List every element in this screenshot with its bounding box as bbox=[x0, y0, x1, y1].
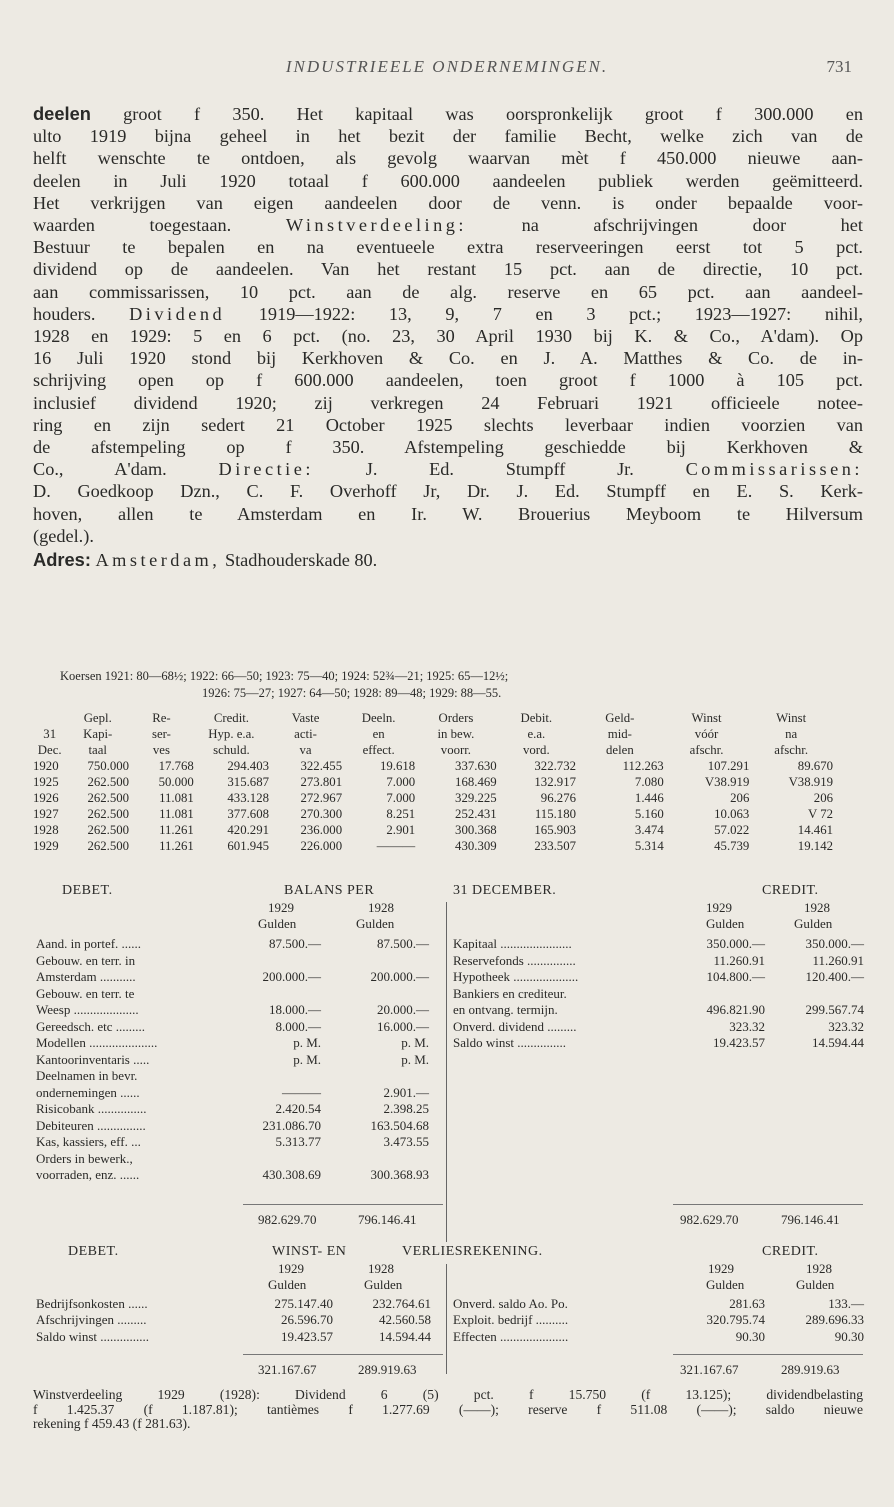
fin-header-cell: taal bbox=[88, 743, 107, 757]
pl-total-left-1928: 289.919.63 bbox=[358, 1362, 417, 1377]
year-header: 1929 bbox=[268, 900, 294, 915]
keyword-winstverdeeling: Winstverdeeling: bbox=[285, 215, 467, 236]
year-header: 1928 bbox=[368, 900, 394, 915]
line-item-label: Kas, kassiers, eff. ... bbox=[36, 1134, 141, 1149]
balance-debet-label: DEBET. bbox=[62, 883, 113, 898]
table-cell: 1920 bbox=[33, 759, 59, 773]
table-cell: 233.507 bbox=[534, 839, 576, 853]
fin-header-cell: voorr. bbox=[440, 743, 472, 757]
line-item-label: Saldo winst ............... bbox=[36, 1328, 150, 1344]
table-row bbox=[33, 838, 833, 854]
fin-header-cell: delen bbox=[606, 743, 634, 757]
fin-header-cell: na bbox=[785, 727, 798, 741]
fin-header-cell: afschr. bbox=[774, 743, 809, 757]
table-cell: 1.446 bbox=[634, 791, 664, 805]
line-item-value: 430.308.69 bbox=[262, 1167, 321, 1182]
fin-header-cell: schuld. bbox=[213, 743, 250, 757]
prose-line: dividend op de aandeelen. Van het restant 15 pct. aan de directie, 10 pct. bbox=[33, 259, 863, 280]
prose-line: ulto 1919 bijna geheel in het bezit der familie Becht, welke zich van de bbox=[33, 126, 863, 147]
line-item-label: Aand. in portef. ...... bbox=[36, 936, 142, 951]
prose-line: ring en zijn sedert 21 October 1925 slechts leverbaar indien voorzien van bbox=[33, 414, 863, 435]
table-row bbox=[33, 758, 833, 774]
line-item-value: 200.000.— bbox=[370, 969, 429, 984]
table-cell: 322.455 bbox=[300, 759, 343, 773]
line-item-value: 11.260.91 bbox=[812, 952, 864, 968]
koersen-line-2: 1926: 75—27; 1927: 64—50; 1928: 89—48; 1929: 88—55. bbox=[202, 686, 502, 700]
table-cell: 112.263 bbox=[622, 759, 664, 773]
line-item-value: 18.000.— bbox=[269, 1002, 321, 1017]
pl-divider bbox=[446, 1264, 447, 1374]
pl-credit-label: CREDIT. bbox=[762, 1244, 819, 1259]
table-row bbox=[33, 822, 833, 838]
unit-header: Gulden bbox=[796, 1277, 835, 1292]
line-item-label: Onverd. dividend ......... bbox=[453, 1018, 577, 1034]
line-item-value: 26.596.70 bbox=[281, 1312, 333, 1328]
address-line bbox=[33, 549, 863, 571]
footer-line: rekening f 459.43 (f 281.63). bbox=[33, 1417, 191, 1432]
table-cell: 270.300 bbox=[300, 807, 343, 821]
line-item-value: 87.500.— bbox=[377, 936, 429, 951]
year-header: 1928 bbox=[804, 900, 830, 915]
pl-total-right-1929: 321.167.67 bbox=[680, 1362, 739, 1377]
table-cell: 1929 bbox=[33, 839, 59, 853]
line-item-label: Afschrijvingen ......... bbox=[36, 1312, 147, 1328]
prose-line: helft wenschte te ontdoen, als gevolg waarvan mèt f 450.000 nieuwe aan- bbox=[33, 148, 863, 169]
line-item-value: 133.— bbox=[828, 1296, 864, 1311]
line-item-value: 90.30 bbox=[834, 1328, 864, 1344]
line-item-value: 231.086.70 bbox=[262, 1117, 321, 1133]
line-item-value: 299.567.74 bbox=[805, 1002, 864, 1017]
line-item-label: Onverd. saldo Ao. Po. bbox=[453, 1296, 568, 1311]
table-cell: 206 bbox=[730, 791, 750, 805]
line-item-label: Saldo winst ............... bbox=[453, 1035, 567, 1050]
prose-line: D. Goedkoop Dzn., C. F. Overhoff Jr, Dr. J. Ed. Stumpff en E. S. Kerk- bbox=[33, 481, 863, 502]
table-cell: V 72 bbox=[807, 807, 833, 821]
balance-sheet bbox=[0, 880, 894, 1260]
line-item-value: 19.423.57 bbox=[713, 1035, 765, 1050]
line-item-label: Amsterdam ........... bbox=[36, 969, 136, 984]
keyword-commissarissen: Commissarissen: bbox=[685, 459, 863, 480]
unit-header: Gulden bbox=[706, 916, 745, 931]
fin-header-cell: Gepl. bbox=[83, 711, 112, 725]
fin-header-cell: in bew. bbox=[437, 727, 475, 741]
table-cell: 11.261 bbox=[159, 823, 194, 837]
fin-header-cell: Hyp. e.a. bbox=[208, 727, 255, 741]
line-item-label: Reservefonds ............... bbox=[453, 952, 576, 968]
fin-header-cell: Re- bbox=[152, 711, 171, 725]
prose-line: schrijving open op f 600.000 aandeelen, toen groot f 1000 à 105 pct. bbox=[33, 370, 863, 391]
keyword-dividend: Dividend bbox=[129, 303, 226, 324]
year-header: 1929 bbox=[278, 1261, 304, 1276]
line-item-value: 20.000.— bbox=[377, 1002, 429, 1017]
line-item-value: p. M. bbox=[293, 1051, 321, 1067]
table-cell: 1926 bbox=[33, 791, 59, 805]
fin-header-cell: effect. bbox=[362, 743, 395, 757]
fin-header-cell: Orders bbox=[438, 711, 474, 725]
table-cell: 1928 bbox=[33, 823, 59, 837]
table-cell: 19.618 bbox=[379, 759, 416, 773]
table-cell: 315.687 bbox=[227, 775, 269, 789]
fin-header-cell: ves bbox=[152, 743, 170, 757]
unit-header: Gulden bbox=[706, 1277, 745, 1292]
table-cell: 329.225 bbox=[455, 791, 497, 805]
line-item-label: Bankiers en crediteur. bbox=[453, 985, 567, 1001]
table-cell: 262.500 bbox=[87, 823, 130, 837]
year-header: 1928 bbox=[368, 1261, 394, 1276]
page-title: INDUSTRIEELE ONDERNEMINGEN. bbox=[285, 57, 609, 76]
line-item-value: 2.420.54 bbox=[275, 1101, 321, 1116]
table-cell: 115.180 bbox=[534, 807, 576, 821]
line-item-label: voorraden, enz. ...... bbox=[36, 1167, 140, 1182]
table-cell: V38.919 bbox=[704, 775, 750, 789]
line-item-value: p. M. bbox=[401, 1035, 429, 1050]
fin-header-row bbox=[33, 726, 833, 742]
table-cell: 273.801 bbox=[300, 775, 343, 789]
fin-header-cell: va bbox=[299, 743, 312, 757]
line-item-value: 300.368.93 bbox=[370, 1167, 429, 1182]
table-cell: 14.461 bbox=[797, 823, 833, 837]
table-cell: 5.314 bbox=[634, 839, 664, 853]
table-cell: 7.000 bbox=[386, 775, 416, 789]
table-cell: 17.768 bbox=[158, 759, 194, 773]
line-item-value: 323.32 bbox=[828, 1018, 864, 1034]
table-cell: 262.500 bbox=[87, 839, 130, 853]
fin-header-row bbox=[33, 710, 833, 726]
line-item-value: ——— bbox=[282, 1084, 321, 1100]
table-cell: 96.276 bbox=[540, 791, 576, 805]
table-cell: 750.000 bbox=[87, 759, 130, 773]
table-cell: 272.967 bbox=[300, 791, 343, 805]
pl-title-b: VERLIESREKENING. bbox=[402, 1244, 543, 1259]
pl-total-right-1928: 289.919.63 bbox=[781, 1362, 840, 1377]
line-item-label: Gereedsch. etc ......... bbox=[36, 1018, 146, 1034]
fin-header-cell: Deeln. bbox=[361, 711, 396, 725]
unit-header: Gulden bbox=[794, 916, 833, 931]
keyword-directie: Directie: bbox=[218, 459, 314, 480]
koersen-line-1: Koersen 1921: 80—68½; 1922: 66—50; 1923: 75—40; 1924: 52¾—21; 1925: 65—12½; bbox=[60, 669, 509, 683]
unit-header: Gulden bbox=[258, 916, 297, 931]
line-item-value: 232.764.61 bbox=[372, 1296, 431, 1311]
table-cell: 165.903 bbox=[534, 823, 576, 837]
company-description bbox=[33, 103, 863, 571]
fin-header-cell: afschr. bbox=[689, 743, 724, 757]
line-item-value: 320.795.74 bbox=[706, 1312, 765, 1328]
table-cell: 262.500 bbox=[87, 791, 130, 805]
table-cell: 601.945 bbox=[227, 839, 269, 853]
fin-header-cell: Dec. bbox=[37, 743, 62, 757]
balance-total-right-1928: 796.146.41 bbox=[781, 1212, 840, 1227]
line-item-value: 120.400.— bbox=[805, 969, 864, 984]
table-cell: 236.000 bbox=[300, 823, 343, 837]
year-header: 1929 bbox=[706, 900, 732, 915]
balance-divider bbox=[446, 902, 447, 1242]
prose-line: deelen in Juli 1920 totaal f 600.000 aandeelen publiek werden geëmitteerd. bbox=[33, 170, 863, 191]
line-item-value: 87.500.— bbox=[269, 936, 321, 951]
balance-total-right-1929: 982.629.70 bbox=[680, 1212, 739, 1227]
total-rule bbox=[673, 1204, 863, 1205]
line-item-label: Modellen ..................... bbox=[36, 1035, 158, 1050]
total-rule bbox=[673, 1354, 863, 1355]
table-cell: 168.469 bbox=[455, 775, 497, 789]
table-cell: 11.081 bbox=[159, 791, 194, 805]
prose-line: 16 Juli 1920 stond bij Kerkhoven & Co. en J. A. Matthes & Co. de in- bbox=[33, 348, 863, 369]
address-street: Stadhouderskade 80. bbox=[224, 550, 378, 571]
fin-header-cell: vóór bbox=[694, 727, 719, 741]
prose-line: Co., A'dam. Directie: J. Ed. Stumpff Jr. Commissarissen: bbox=[33, 459, 863, 480]
table-cell: 1927 bbox=[33, 807, 59, 821]
line-item-label: Hypotheek .................... bbox=[453, 969, 579, 984]
fin-header-cell: Debit. bbox=[520, 711, 553, 725]
line-item-value: 5.313.77 bbox=[275, 1134, 321, 1149]
table-row bbox=[33, 774, 833, 790]
table-cell: V38.919 bbox=[788, 775, 833, 789]
prose-line: Het verkrijgen van eigen aandeelen door de venn. is onder bepaalde voor- bbox=[33, 192, 863, 213]
fin-header-cell: Credit. bbox=[213, 711, 249, 725]
share-prices bbox=[60, 668, 860, 702]
fin-header-cell: Geld- bbox=[605, 711, 635, 725]
fin-header-cell: ser- bbox=[151, 727, 171, 741]
table-cell: 262.500 bbox=[87, 775, 130, 789]
unit-header: Gulden bbox=[356, 916, 395, 931]
table-row bbox=[33, 790, 833, 806]
table-cell: 89.670 bbox=[797, 759, 833, 773]
table-cell: 2.901 bbox=[386, 823, 416, 837]
line-item-value: 281.63 bbox=[729, 1296, 765, 1311]
line-item-label: Debiteuren ............... bbox=[36, 1117, 146, 1133]
table-cell: 3.474 bbox=[634, 823, 664, 837]
table-cell: 45.739 bbox=[714, 839, 750, 853]
line-item-value: 350.000.— bbox=[706, 936, 765, 951]
table-cell: 107.291 bbox=[707, 759, 750, 773]
prose-line: deelen groot f 350. Het kapitaal was oorspronkelijk groot f 300.000 en bbox=[33, 103, 863, 124]
table-cell: 11.261 bbox=[159, 839, 194, 853]
keyword-deelen: deelen bbox=[33, 103, 91, 124]
line-item-value: 16.000.— bbox=[377, 1018, 429, 1034]
line-item-value: p. M. bbox=[401, 1051, 429, 1067]
table-cell: 294.403 bbox=[227, 759, 269, 773]
table-cell: 7.080 bbox=[634, 775, 664, 789]
line-item-value: 200.000.— bbox=[262, 969, 321, 984]
keyword-adres: Adres: bbox=[33, 549, 91, 571]
table-cell: 337.630 bbox=[455, 759, 497, 773]
pl-debet-label: DEBET. bbox=[68, 1244, 119, 1259]
table-cell: 57.022 bbox=[714, 823, 750, 837]
line-item-value: 350.000.— bbox=[805, 936, 864, 951]
table-cell: 5.160 bbox=[634, 807, 664, 821]
prose-line: hoven, allen te Amsterdam en Ir. W. Brouerius Meyboom te Hilversum bbox=[33, 503, 863, 524]
unit-header: Gulden bbox=[364, 1277, 403, 1292]
prose-line: 1928 en 1929: 5 en 6 pct. (no. 23, 30 April 1930 bij K. & Co., A'dam). Op bbox=[33, 326, 863, 347]
table-cell: ——— bbox=[376, 839, 416, 853]
line-item-value: 275.147.40 bbox=[274, 1296, 333, 1311]
line-item-value: 289.696.33 bbox=[805, 1312, 864, 1328]
fin-header-cell: acti- bbox=[294, 727, 317, 741]
year-header: 1929 bbox=[708, 1261, 734, 1276]
table-cell: 7.000 bbox=[386, 791, 416, 805]
fin-header-cell bbox=[33, 710, 66, 726]
fin-header-cell: vord. bbox=[522, 743, 550, 757]
table-cell: 8.251 bbox=[386, 807, 416, 821]
table-row bbox=[33, 806, 833, 822]
prose-line: aan commissarissen, 10 pct. aan de alg. reserve en 65 pct. aan aandeel- bbox=[33, 281, 863, 302]
table-cell: 10.063 bbox=[714, 807, 750, 821]
unit-header: Gulden bbox=[268, 1277, 307, 1292]
page-number: 731 bbox=[826, 57, 852, 76]
table-cell: 226.000 bbox=[300, 839, 343, 853]
table-cell: 300.368 bbox=[455, 823, 497, 837]
table-cell: 50.000 bbox=[158, 775, 194, 789]
line-item-label: Orders in bewerk., bbox=[36, 1150, 133, 1166]
fin-header-row bbox=[33, 742, 833, 758]
table-cell: 252.431 bbox=[455, 807, 497, 821]
footer-line: f 1.425.37 (f 1.187.81); tantièmes f 1.277.69 (——); reserve f 511.08 (——); saldo nieuwe bbox=[33, 1402, 863, 1417]
balance-total-left-1928: 796.146.41 bbox=[358, 1212, 417, 1227]
line-item-value: 90.30 bbox=[735, 1328, 765, 1344]
balance-title-a: BALANS PER bbox=[284, 883, 375, 898]
line-item-value: 104.800.— bbox=[706, 969, 765, 984]
line-item-value: 42.560.58 bbox=[379, 1312, 431, 1328]
fin-header-cell: 31 bbox=[43, 727, 57, 741]
balance-total-left-1929: 982.629.70 bbox=[258, 1212, 317, 1227]
line-item-value: 2.901.— bbox=[383, 1084, 429, 1100]
line-item-value: 3.473.55 bbox=[383, 1134, 429, 1149]
line-item-label: ondernemingen ...... bbox=[36, 1084, 140, 1100]
footer-line: Winstverdeeling 1929 (1928): Dividend 6 (5) pct. f 15.750 (f 13.125); dividendbelasting bbox=[33, 1388, 863, 1402]
fin-header-cell: Vaste bbox=[291, 711, 320, 725]
line-item-value: 14.594.44 bbox=[812, 1035, 864, 1050]
table-cell: 19.142 bbox=[797, 839, 833, 853]
profit-loss-account bbox=[0, 1242, 894, 1382]
total-rule bbox=[243, 1204, 443, 1205]
table-cell: 1925 bbox=[33, 775, 59, 789]
prose-line: (gedel.). bbox=[33, 525, 94, 546]
table-cell: 322.732 bbox=[534, 759, 576, 773]
address-city: Amsterdam, bbox=[95, 550, 221, 571]
line-item-value: 19.423.57 bbox=[281, 1328, 333, 1344]
fin-header-cell: Winst bbox=[776, 711, 807, 725]
fin-header-cell: Winst bbox=[691, 711, 722, 725]
prose-line: de afstempeling op f 350. Afstempeling geschiedde bij Kerkhoven & bbox=[33, 437, 863, 458]
line-item-label: en ontvang. termijn. bbox=[453, 1002, 558, 1017]
line-item-label: Gebouw. en terr. te bbox=[36, 985, 135, 1001]
balance-title-b: 31 DECEMBER. bbox=[453, 883, 557, 898]
fin-header-cell: en bbox=[372, 727, 385, 741]
line-item-value: 323.32 bbox=[729, 1018, 765, 1034]
line-item-label: Kantoorinventaris ..... bbox=[36, 1051, 150, 1067]
table-cell: 11.081 bbox=[159, 807, 194, 821]
line-item-label: Weesp .................... bbox=[36, 1002, 139, 1017]
table-cell: 377.608 bbox=[227, 807, 269, 821]
pl-total-left-1929: 321.167.67 bbox=[258, 1362, 317, 1377]
prose-line: inclusief dividend 1920; zij verkregen 24 Februari 1921 officieele notee- bbox=[33, 392, 863, 413]
table-cell: 206 bbox=[813, 791, 833, 805]
financial-summary-table bbox=[33, 710, 863, 854]
balance-credit-label: CREDIT. bbox=[762, 883, 819, 898]
prose-line: houders. Dividend 1919—1922: 13, 9, 7 en 3 pct.; 1923—1927: nihil, bbox=[33, 303, 863, 324]
running-header bbox=[0, 57, 894, 81]
fin-header-cell: mid- bbox=[607, 727, 632, 741]
line-item-value: 11.260.91 bbox=[713, 952, 765, 968]
table-cell: 420.291 bbox=[227, 823, 269, 837]
line-item-label: Risicobank ............... bbox=[36, 1101, 147, 1116]
fin-header-cell: e.a. bbox=[527, 727, 546, 741]
line-item-label: Gebouw. en terr. in bbox=[36, 952, 136, 968]
table-cell: 262.500 bbox=[87, 807, 130, 821]
line-item-label: Kapitaal ...................... bbox=[453, 936, 572, 951]
line-item-value: 496.821.90 bbox=[706, 1002, 765, 1017]
line-item-value: 163.504.68 bbox=[370, 1117, 429, 1133]
table-cell: 430.309 bbox=[455, 839, 497, 853]
year-header: 1928 bbox=[806, 1261, 832, 1276]
line-item-value: 8.000.— bbox=[275, 1018, 321, 1034]
financial-table bbox=[33, 710, 833, 854]
line-item-value: p. M. bbox=[293, 1035, 321, 1050]
table-cell: 132.917 bbox=[534, 775, 576, 789]
line-item-label: Deelnamen in bevr. bbox=[36, 1068, 138, 1083]
line-item-value: 14.594.44 bbox=[379, 1328, 431, 1344]
line-item-label: Bedrijfsonkosten ...... bbox=[36, 1296, 148, 1311]
prose-line: Bestuur te bepalen en na eventueele extra reserveeringen eerst tot 5 pct. bbox=[33, 237, 863, 258]
pl-title-a: WINST- EN bbox=[272, 1244, 347, 1259]
prose-line: waarden toegestaan. Winstverdeeling: na afschrijvingen door het bbox=[33, 215, 863, 236]
total-rule bbox=[243, 1354, 443, 1355]
line-item-label: Effecten ..................... bbox=[453, 1328, 569, 1344]
profit-distribution-note bbox=[33, 1388, 863, 1432]
line-item-value: 2.398.25 bbox=[383, 1101, 429, 1116]
fin-header-cell: Kapi- bbox=[83, 727, 113, 741]
table-cell: 433.128 bbox=[227, 791, 269, 805]
line-item-label: Exploit. bedrijf .......... bbox=[453, 1312, 569, 1328]
